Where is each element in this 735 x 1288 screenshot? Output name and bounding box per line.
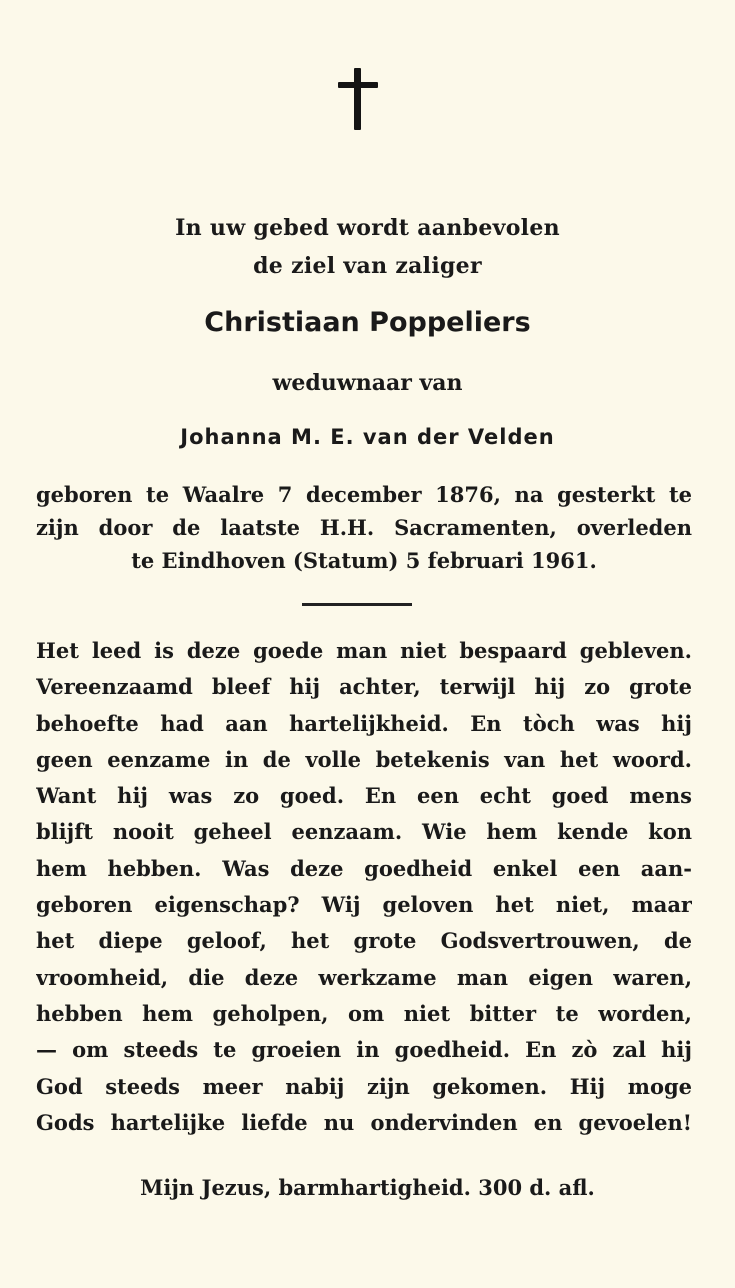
birth-death-line: zijn door de laatste H.H. Sacramenten, overleden xyxy=(36,515,692,540)
intro-line-2: de ziel van zaliger xyxy=(253,253,482,279)
spouse-name: Johanna M. E. van der Velden xyxy=(180,425,555,449)
biography-line: Het leed is deze goede man niet bespaard gebleven. xyxy=(36,638,692,663)
biography-line: geen eenzame in de volle betekenis van het woord. xyxy=(36,746,692,772)
prayer-indulgence: Mijn Jezus, barmhartigheid. 300 d. afl. xyxy=(140,1175,595,1200)
birth-death-paragraph xyxy=(36,478,692,577)
biography-line: behoefte had aan hartelijkheid. En tòch was hij xyxy=(36,710,692,736)
biography-paragraph xyxy=(36,633,692,1141)
deceased-name: Christiaan Poppeliers xyxy=(204,307,531,338)
biography-line: Want hij was zo goed. En een echt goed mens xyxy=(36,783,692,809)
intro-line-1: In uw gebed wordt aanbevolen xyxy=(175,215,560,241)
biography-line: hem hebben. Was deze goedheid enkel een aan- xyxy=(36,855,692,881)
cross-vertical-bar xyxy=(354,68,361,130)
biography-line: hebben hem geholpen, om niet bitter te worden, xyxy=(36,1000,692,1026)
divider xyxy=(302,603,412,606)
birth-death-line: te Eindhoven (Statum) 5 februari 1961. xyxy=(131,548,597,573)
biography-line: geboren eigenschap? Wij geloven het niet, maar xyxy=(36,892,692,918)
biography-line: Vereenzaamd bleef hij achter, terwijl hij zo grote xyxy=(36,674,692,700)
biography-line: — om steeds te groeien in goedheid. En zò zal hij xyxy=(36,1037,692,1063)
biography-line: vroomheid, die deze werkzame man eigen waren, xyxy=(36,964,692,990)
birth-death-line: geboren te Waalre 7 december 1876, na gesterkt te xyxy=(36,482,692,507)
biography-line: Gods hartelijke liefde nu ondervinden en gevoelen! xyxy=(36,1109,692,1135)
biography-line: blijft nooit geheel eenzaam. Wie hem kende kon xyxy=(36,819,692,845)
latin-cross-icon xyxy=(338,68,378,130)
relation-label: weduwnaar van xyxy=(272,370,463,396)
biography-line: het diepe geloof, het grote Godsvertrouwen, de xyxy=(36,928,692,954)
cross-horizontal-bar xyxy=(338,82,378,88)
biography-line: God steeds meer nabij zijn gekomen. Hij moge xyxy=(36,1073,692,1099)
